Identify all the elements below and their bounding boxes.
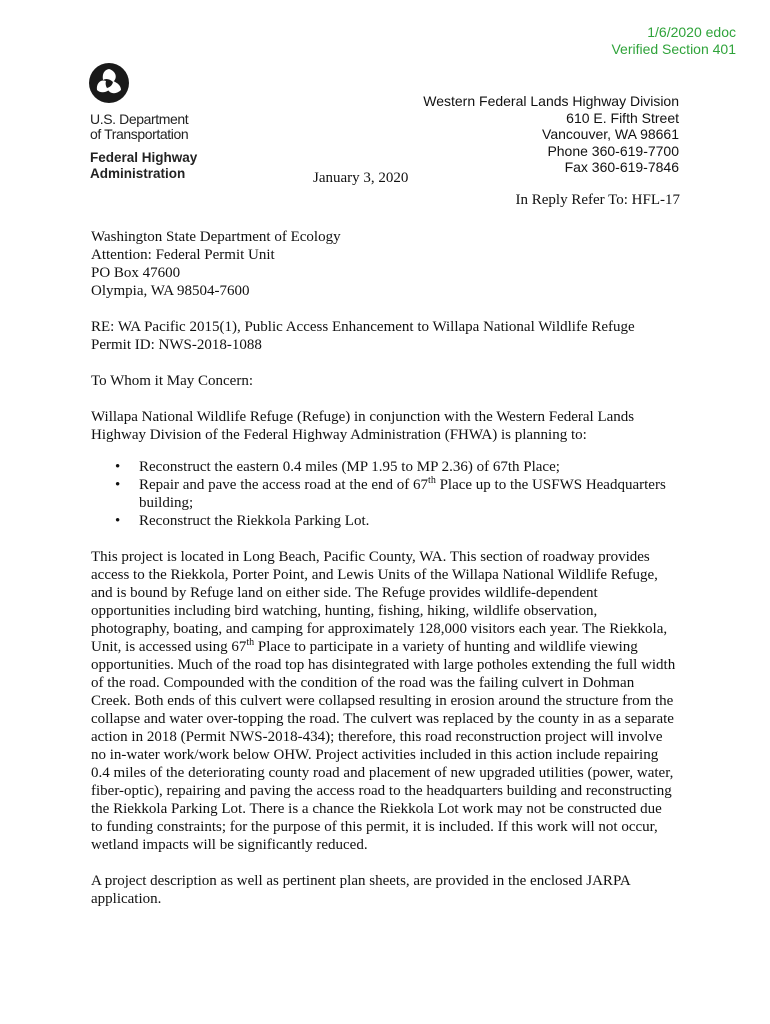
subject-line <box>91 318 691 354</box>
agency-line: Administration <box>90 166 186 181</box>
text-line: application. <box>91 891 162 907</box>
recipient-line: PO Box 47600 <box>91 265 181 281</box>
text-line: of the road. Compounded with the condition of the road was the failing culvert in Dohman <box>91 675 635 691</box>
sender-line: Western Federal Lands Highway Division <box>423 93 679 109</box>
sender-line: Phone 360-619-7700 <box>547 142 679 159</box>
text-line: Unit, is accessed using 67 <box>91 639 247 655</box>
text-line: action in 2018 (Permit NWS-2018-434); therefore, this road reconstruction project will involve <box>91 729 663 745</box>
text-line: Highway Division of the Federal Highway Administration (FHWA) is planning to: <box>91 427 587 443</box>
ordinal-suffix: th <box>246 637 255 648</box>
agency-line: Federal Highway <box>90 150 198 165</box>
text-line: the Riekkola Parking Lot. There is a chance the Riekkola Lot work may not be constructed due <box>91 801 662 817</box>
dot-fhwa-logo <box>58 52 228 192</box>
text-line: collapse and water over-topping the road. The culvert was replaced by the county in as a separate <box>91 711 674 727</box>
text-line: 0.4 miles of the deteriorating county road and placement of new upgraded utilities (power, water, <box>91 765 674 781</box>
salutation: To Whom it May Concern: <box>91 373 253 389</box>
list-item-text: Repair and pave the access road at the end of 67 <box>139 477 429 493</box>
text-line: Place to participate in a variety of hunting and wildlife viewing <box>254 639 638 655</box>
verification-stamp <box>611 24 736 58</box>
permit-id: Permit ID: NWS-2018-1088 <box>91 337 262 353</box>
bullet-icon: • <box>115 477 121 493</box>
subject-text: RE: WA Pacific 2015(1), Public Access Enhancement to Willapa National Wildlife Refuge <box>91 319 635 335</box>
text-line: to funding constraints; for the purpose of this permit, it is included. If this work will not occur, <box>91 819 658 835</box>
text-line: photography, boating, and camping for approximately 128,000 visitors each year. The Riekkola, <box>91 621 668 637</box>
project-location-paragraph <box>91 548 691 854</box>
reply-reference: In Reply Refer To: HFL-17 <box>515 192 680 208</box>
enclosure-paragraph <box>91 872 691 908</box>
sender-line: Fax 360-619-7846 <box>564 159 679 175</box>
text-line: wetland impacts will be significantly reduced. <box>91 837 368 853</box>
list-item <box>91 458 691 476</box>
letter-date: January 3, 2020 <box>313 170 409 186</box>
planned-work-list <box>91 458 691 530</box>
ordinal-suffix: th <box>428 475 436 486</box>
bullet-icon: • <box>115 459 121 475</box>
recipient-line: Washington State Department of Ecology <box>91 229 341 245</box>
letter-body <box>91 228 691 908</box>
bullet-icon: • <box>115 513 121 529</box>
text-line: Creek. Both ends of this culvert were collapsed resulting in erosion around the structure from the <box>91 693 674 709</box>
stamp-status: Verified Section 401 <box>611 41 736 57</box>
text-line: no in-water work/work below OHW. Project activities included in this action include repairing <box>91 747 659 763</box>
fhwa-name <box>90 150 197 182</box>
list-item-text: building; <box>139 495 194 511</box>
sender-address <box>423 93 679 176</box>
dot-triskelion-icon <box>88 62 130 104</box>
intro-paragraph <box>91 408 691 444</box>
sender-line: 610 E. Fifth Street <box>566 109 679 126</box>
dept-line: U.S. Department <box>90 111 189 127</box>
text-line: and is bound by Refuge land on either side. The Refuge provides wildlife-dependent <box>91 585 598 601</box>
text-line: This project is located in Long Beach, Pacific County, WA. This section of roadway provides <box>91 549 650 565</box>
text-line: fiber-optic), repairing and paving the access road to the headquarters building and reconstructing <box>91 783 672 799</box>
recipient-line: Olympia, WA 98504-7600 <box>91 283 250 299</box>
text-line: opportunities including bird watching, hunting, fishing, hiking, wildlife observation, <box>91 603 598 619</box>
list-item-text: Reconstruct the Riekkola Parking Lot. <box>139 513 370 529</box>
text-line: access to the Riekkola, Porter Point, and Lewis Units of the Willapa National Wildlife Refuge, <box>91 567 658 583</box>
text-line: A project description as well as pertinent plan sheets, are provided in the enclosed JARPA <box>91 873 631 889</box>
sender-line: Vancouver, WA 98661 <box>542 126 679 142</box>
recipient-line: Attention: Federal Permit Unit <box>91 247 275 263</box>
list-item <box>91 512 691 530</box>
list-item <box>91 476 691 512</box>
stamp-date: 1/6/2020 edoc <box>647 24 736 40</box>
dept-line: of Transportation <box>90 126 189 142</box>
recipient-address <box>91 228 691 300</box>
dot-name <box>90 112 188 142</box>
text-line: opportunities. Much of the road top has disintegrated with large potholes extending the full width <box>91 657 676 673</box>
text-line: Willapa National Wildlife Refuge (Refuge) in conjunction with the Western Federal Lands <box>91 409 635 425</box>
list-item-text: Reconstruct the eastern 0.4 miles (MP 1.95 to MP 2.36) of 67th Place; <box>139 459 560 475</box>
list-item-text: Place up to the USFWS Headquarters <box>435 477 666 493</box>
